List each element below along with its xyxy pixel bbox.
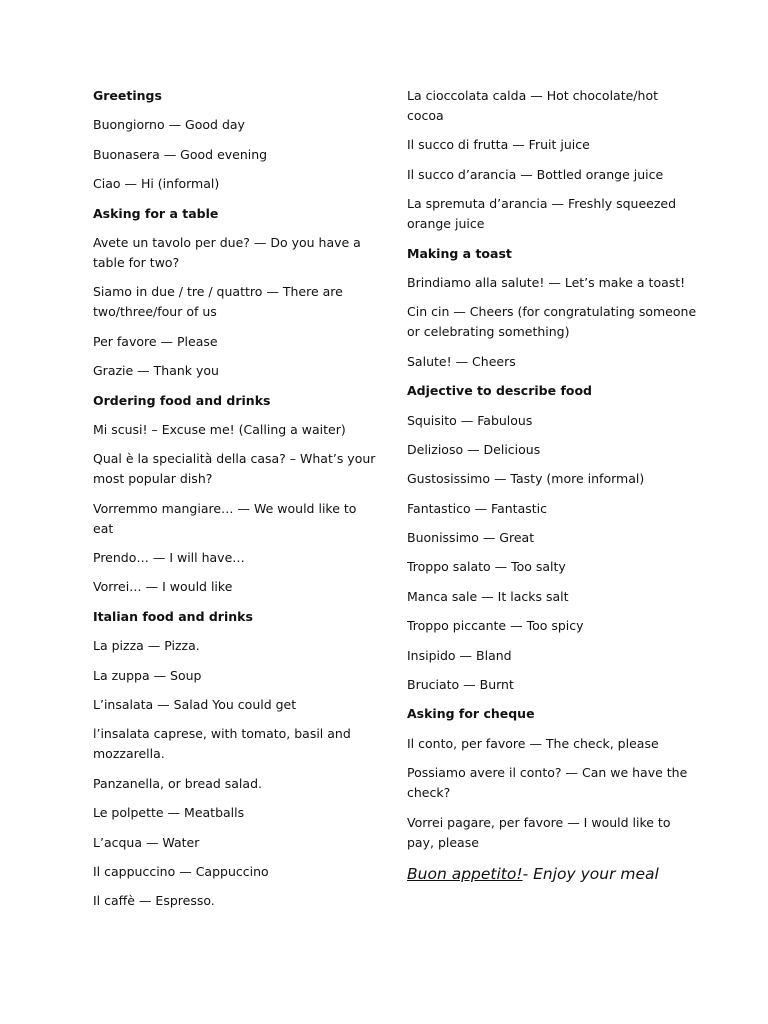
section-heading: Asking for cheque [407,706,535,722]
phrase-line: Buonasera — Good evening [93,146,268,162]
left-column [93,86,378,921]
phrase-line: Grazie — Thank you [93,363,219,379]
phrase-line: Brindiamo alla salute! — Let’s make a toast! [407,274,686,290]
phrase-line: Buongiorno — Good day [93,117,245,133]
phrase-line: Insipido — Bland [407,647,512,663]
phrase-line: Il cappuccino — Cappuccino [93,863,269,879]
section-heading: Greetings [93,88,162,103]
phrase-line: Prendo… — I will have… [93,550,245,566]
phrase-line: Le polpette — Meatballs [93,805,245,821]
phrase-line: Vorrei pagare, per favore — I would like to pay, please [407,814,671,850]
phrase-line: Squisito — Fabulous [407,412,533,428]
closing-rest: - Enjoy your meal [522,864,659,883]
phrase-line: Il succo d’arancia — Bottled orange juice [407,166,664,182]
phrase-line: Buonissimo — Great [407,530,535,546]
closing-underlined: Buon appetito! [407,864,523,883]
section-heading: Making a toast [407,245,512,261]
phrase-line: L’acqua — Water [93,834,200,850]
phrase-line: Fantastico — Fantastic [407,500,547,516]
phrase-line: Il caffè — Espresso. [93,893,215,909]
section-heading: Italian food and drinks [93,608,253,624]
right-column [407,86,697,885]
phrase-line: Ciao — Hi (informal) [93,176,220,192]
phrase-line: Vorrei… — I would like [93,579,233,595]
phrase-line: Troppo salato — Too salty [407,559,566,575]
phrase-line: La cioccolata calda — Hot chocolate/hot cocoa [407,88,658,123]
phrase-line: Troppo piccante — Too spicy [407,618,584,634]
section-heading: Asking for a table [93,205,219,221]
phrase-line: Gustosissimo — Tasty (more informal) [407,471,645,487]
phrase-line: La zuppa — Soup [93,667,202,683]
phrase-line: Mi scusi! – Excuse me! (Calling a waiter) [93,421,346,437]
phrase-line: L’insalata — Salad You could get [93,697,297,713]
phrase-line: l’insalata caprese, with tomato, basil and mozzarella. [93,726,351,762]
phrase-line: Manca sale — It lacks salt [407,588,569,604]
phrase-line: Il succo di frutta — Fruit juice [407,137,590,153]
phrase-line: Vorremmo mangiare… — We would like to eat [93,500,357,536]
phrase-line: Possiamo avere il conto? — Can we have the check? [407,765,688,801]
phrase-line: Siamo in due / tre / quattro — There are two/three/four of us [93,284,343,320]
phrase-line: Delizioso — Delicious [407,441,541,457]
phrase-line: Qual è la specialità della casa? – What’s your most popular dish? [93,451,376,487]
phrase-line: Panzanella, or bread salad. [93,775,262,791]
phrase-line: Avete un tavolo per due? — Do you have a table for two? [93,234,361,270]
section-heading: Adjective to describe food [407,383,593,399]
phrase-line: Salute! — Cheers [407,353,516,369]
right-column-lines [407,86,697,853]
closing-phrase [407,863,697,885]
phrase-line: Cin cin — Cheers (for congratulating someone or celebrating something) [407,304,697,340]
phrase-line: La spremuta d’arancia — Freshly squeezed orange juice [407,196,677,232]
phrase-line: Bruciato — Burnt [407,677,514,693]
phrase-line: Per favore — Please [93,333,218,349]
phrase-line: Il conto, per favore — The check, please [407,735,659,751]
phrase-line: La pizza — Pizza. [93,638,200,654]
section-heading: Ordering food and drinks [93,392,271,408]
